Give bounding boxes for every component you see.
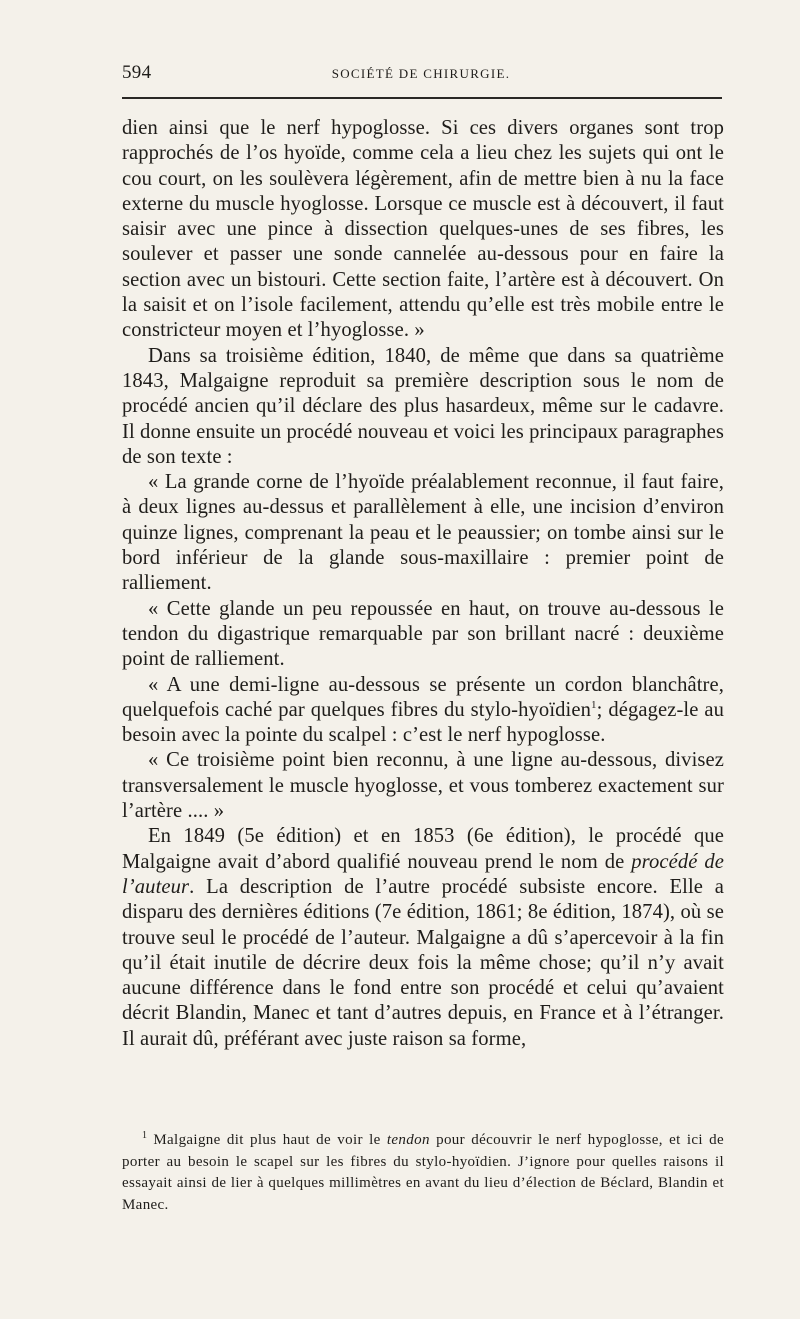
paragraph-7 [122, 824, 724, 1052]
paragraph-5-text-cont: ; dégagez-le au besoin avec la pointe du scalpel : c’est le nerf hypoglosse. [122, 698, 724, 747]
paragraph-2: Dans sa troisième édition, 1840, de même que dans sa quatrième 1843, Malgaigne reproduit sa première description sous le nom de procédé ancien qu’il déclare des plus hasardeux, même sur le cadavre. Il donne ensuite un procédé nouveau et voici les principaux paragraphes de son texte : [122, 344, 724, 468]
footnote-mark: 1 [142, 1130, 148, 1141]
footnote-text: Malgaigne dit plus haut de voir le [153, 1132, 381, 1148]
paragraph-5-text: « A une demi-ligne au-dessous se présente un cordon blanchâtre, quelquefois caché par quelques fibres du stylo-hyoïdien [122, 673, 724, 721]
running-title: SOCIÉTÉ DE CHIRURGIE. [331, 66, 511, 81]
footnote-italic: tendon [386, 1132, 430, 1148]
paragraph-6: « Ce troisième point bien reconnu, à une ligne au-dessous, divisez transversalement le muscle hyoglosse, et vous tomberez exactement sur l’artère .... » [122, 749, 724, 823]
page-number: 594 [122, 62, 152, 83]
paragraph-5 [122, 673, 724, 749]
header-rule [122, 97, 722, 99]
paragraph-7-text-cont: . La description de l’autre procédé subsiste encore. Elle a disparu des dernières éditions (7e édition, 1861; 8e édition, 1874), où se trouve seul le procédé de l’auteur. Malgaigne a dû s’apercevoir à la fin qu’il était inutile de décrire deux fois la même chose; qu’il n’y avait aucune différence dans le fond entre son procédé et celui qu’avaient décrit Blandin, Manec et tant d’autres depuis, en France et à l’étranger. Il aurait dû, préférant avec juste raison sa forme, [122, 875, 724, 1050]
footnotes [122, 1130, 724, 1216]
paragraph-1: dien ainsi que le nerf hypoglosse. Si ces divers organes sont trop rapprochés de l’os hyoïde, comme cela a lieu chez les sujets qui ont le cou court, on les soulèvera légèrement, afin de mettre bien à nu la face externe du muscle hyoglosse. Lorsque ce muscle est à découvert, il faut saisir avec une pince à dissection quelques-unes de ses fibres, les soulever et passer une sonde cannelée au-dessous pour en faire la section avec un bistouri. Cette section faite, l’artère est à découvert. On la saisit et on l’isole facilement, attendu qu’elle est très mobile entre le constricteur moyen et l’hyoglosse. » [122, 117, 724, 342]
footnote [122, 1130, 724, 1216]
body-text [122, 116, 724, 1052]
paragraph-3: « La grande corne de l’hyoïde préalablement reconnue, il faut faire, à deux lignes au-dessus et parallèlement à elle, une incision d’environ quinze lignes, comprenant la peau et le peaussier; on tombe ainsi sur le bord inférieur de la glande sous-maxillaire : premier point de ralliement. [122, 471, 724, 595]
footnote-reference[interactable]: 1 [591, 698, 597, 711]
footnote-text-cont: pour découvrir le nerf hypoglosse, et ici de porter au besoin le scapel sur les fibres du stylo-hyoïdien. J’ignore pour quelles raisons il essayait ainsi de lier à quelques millimètres en avant du lieu d’élection de Béclard, Blandin et Manec. [122, 1132, 724, 1213]
paragraph-4: « Cette glande un peu repoussée en haut, on trouve au-dessous le tendon du digastrique remarquable par son brillant nacré : deuxième point de ralliement. [122, 597, 724, 671]
paragraph-7-text: En 1849 (5e édition) et en 1853 (6e édition), le procédé que Malgaigne avait d’abord qualifié nouveau prend le nom de [122, 825, 724, 873]
paragraph-7-italic: procédé de l’auteur [122, 850, 725, 898]
page-header [122, 62, 720, 90]
